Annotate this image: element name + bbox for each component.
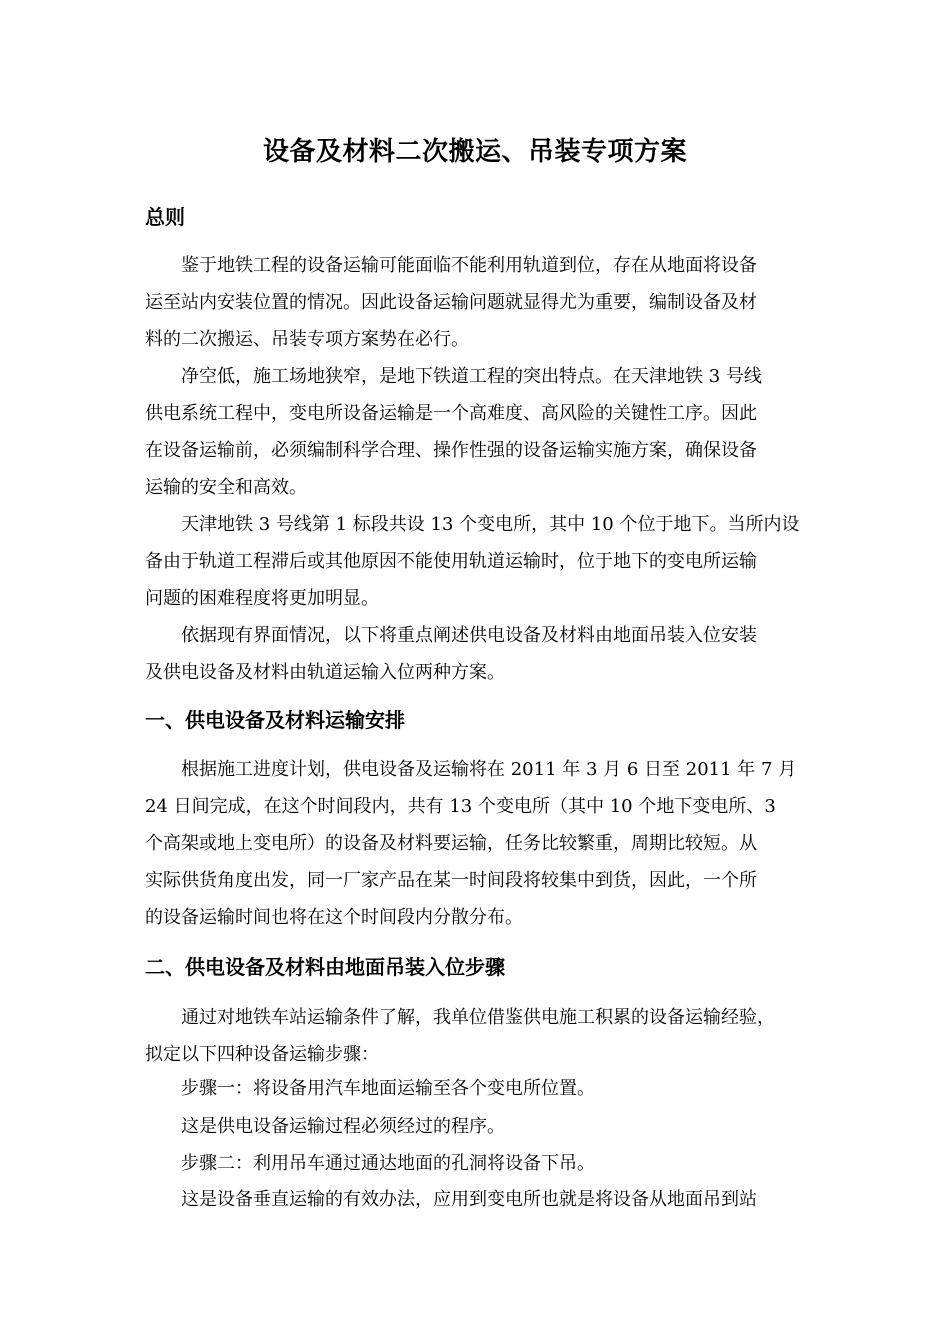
paragraph-line: 料的二次搬运、吊装专项方案势在必行。 [145, 329, 469, 350]
paragraph-line: 拟定以下四种设备运输步骤： [145, 1044, 379, 1065]
paragraph-line: 步骤一：将设备用汽车地面运输至各个变电所位置。 [181, 1078, 595, 1099]
paragraph-line: 根据施工进度计划，供电设备及运输将在 2011 年 3 月 6 日至 2011 年 7 月 [181, 759, 797, 780]
paragraph-line: 通过对地铁车站运输条件了解，我单位借鉴供电施工积累的设备运输经验， [181, 1007, 775, 1028]
paragraph-line: 备由于轨道工程滞后或其他原因不能使用轨道运输时，位于地下的变电所运输 [145, 551, 757, 572]
paragraph-line: 的设备运输时间也将在这个时间段内分散分布。 [145, 907, 523, 928]
section-heading-hoisting-steps: 二、供电设备及材料由地面吊装入位步骤 [145, 955, 505, 979]
paragraph-line: 这是供电设备运输过程必须经过的程序。 [181, 1116, 505, 1137]
paragraph-line: 供电系统工程中，变电所设备运输是一个高难度、高风险的关键性工序。因此 [145, 403, 757, 424]
paragraph-line: 及供电设备及材料由轨道运输入位两种方案。 [145, 662, 505, 683]
paragraph-line: 运至站内安装位置的情况。因此设备运输问题就显得尤为重要，编制设备及材 [145, 292, 757, 313]
paragraph-line: 依据现有界面情况，以下将重点阐述供电设备及材料由地面吊装入位安装 [181, 625, 757, 646]
paragraph-line: 24 日间完成，在这个时间段内，共有 13 个变电所（其中 10 个地下变电所、3 [145, 796, 776, 817]
paragraph-line: 运输的安全和高效。 [145, 477, 307, 498]
section-heading-transport-arrangement: 一、供电设备及材料运输安排 [145, 708, 405, 732]
paragraph-line: 这是设备垂直运输的有效办法，应用到变电所也就是将设备从地面吊到站 [181, 1189, 757, 1210]
section-heading-general: 总则 [145, 205, 185, 229]
paragraph-line: 天津地铁 3 号线第 1 标段共设 13 个变电所，其中 10 个位于地下。当所内设 [181, 514, 800, 535]
paragraph-line: 在设备运输前，必须编制科学合理、操作性强的设备运输实施方案，确保设备 [145, 440, 757, 461]
paragraph-line: 问题的困难程度将更加明显。 [145, 588, 379, 609]
paragraph-line: 个高架或地上变电所）的设备及材料要运输，任务比较繁重，周期比较短。从 [145, 833, 757, 854]
paragraph-line: 净空低，施工场地狭窄，是地下铁道工程的突出特点。在天津地铁 3 号线 [181, 366, 762, 387]
document-title: 设备及材料二次搬运、吊装专项方案 [262, 137, 687, 167]
paragraph-line: 步骤二：利用吊车通过通达地面的孔洞将设备下吊。 [181, 1153, 595, 1174]
paragraph-line: 鉴于地铁工程的设备运输可能面临不能利用轨道到位，存在从地面将设备 [181, 255, 757, 276]
paragraph-line: 实际供货角度出发，同一厂家产品在某一时间段将较集中到货，因此，一个所 [145, 870, 757, 891]
